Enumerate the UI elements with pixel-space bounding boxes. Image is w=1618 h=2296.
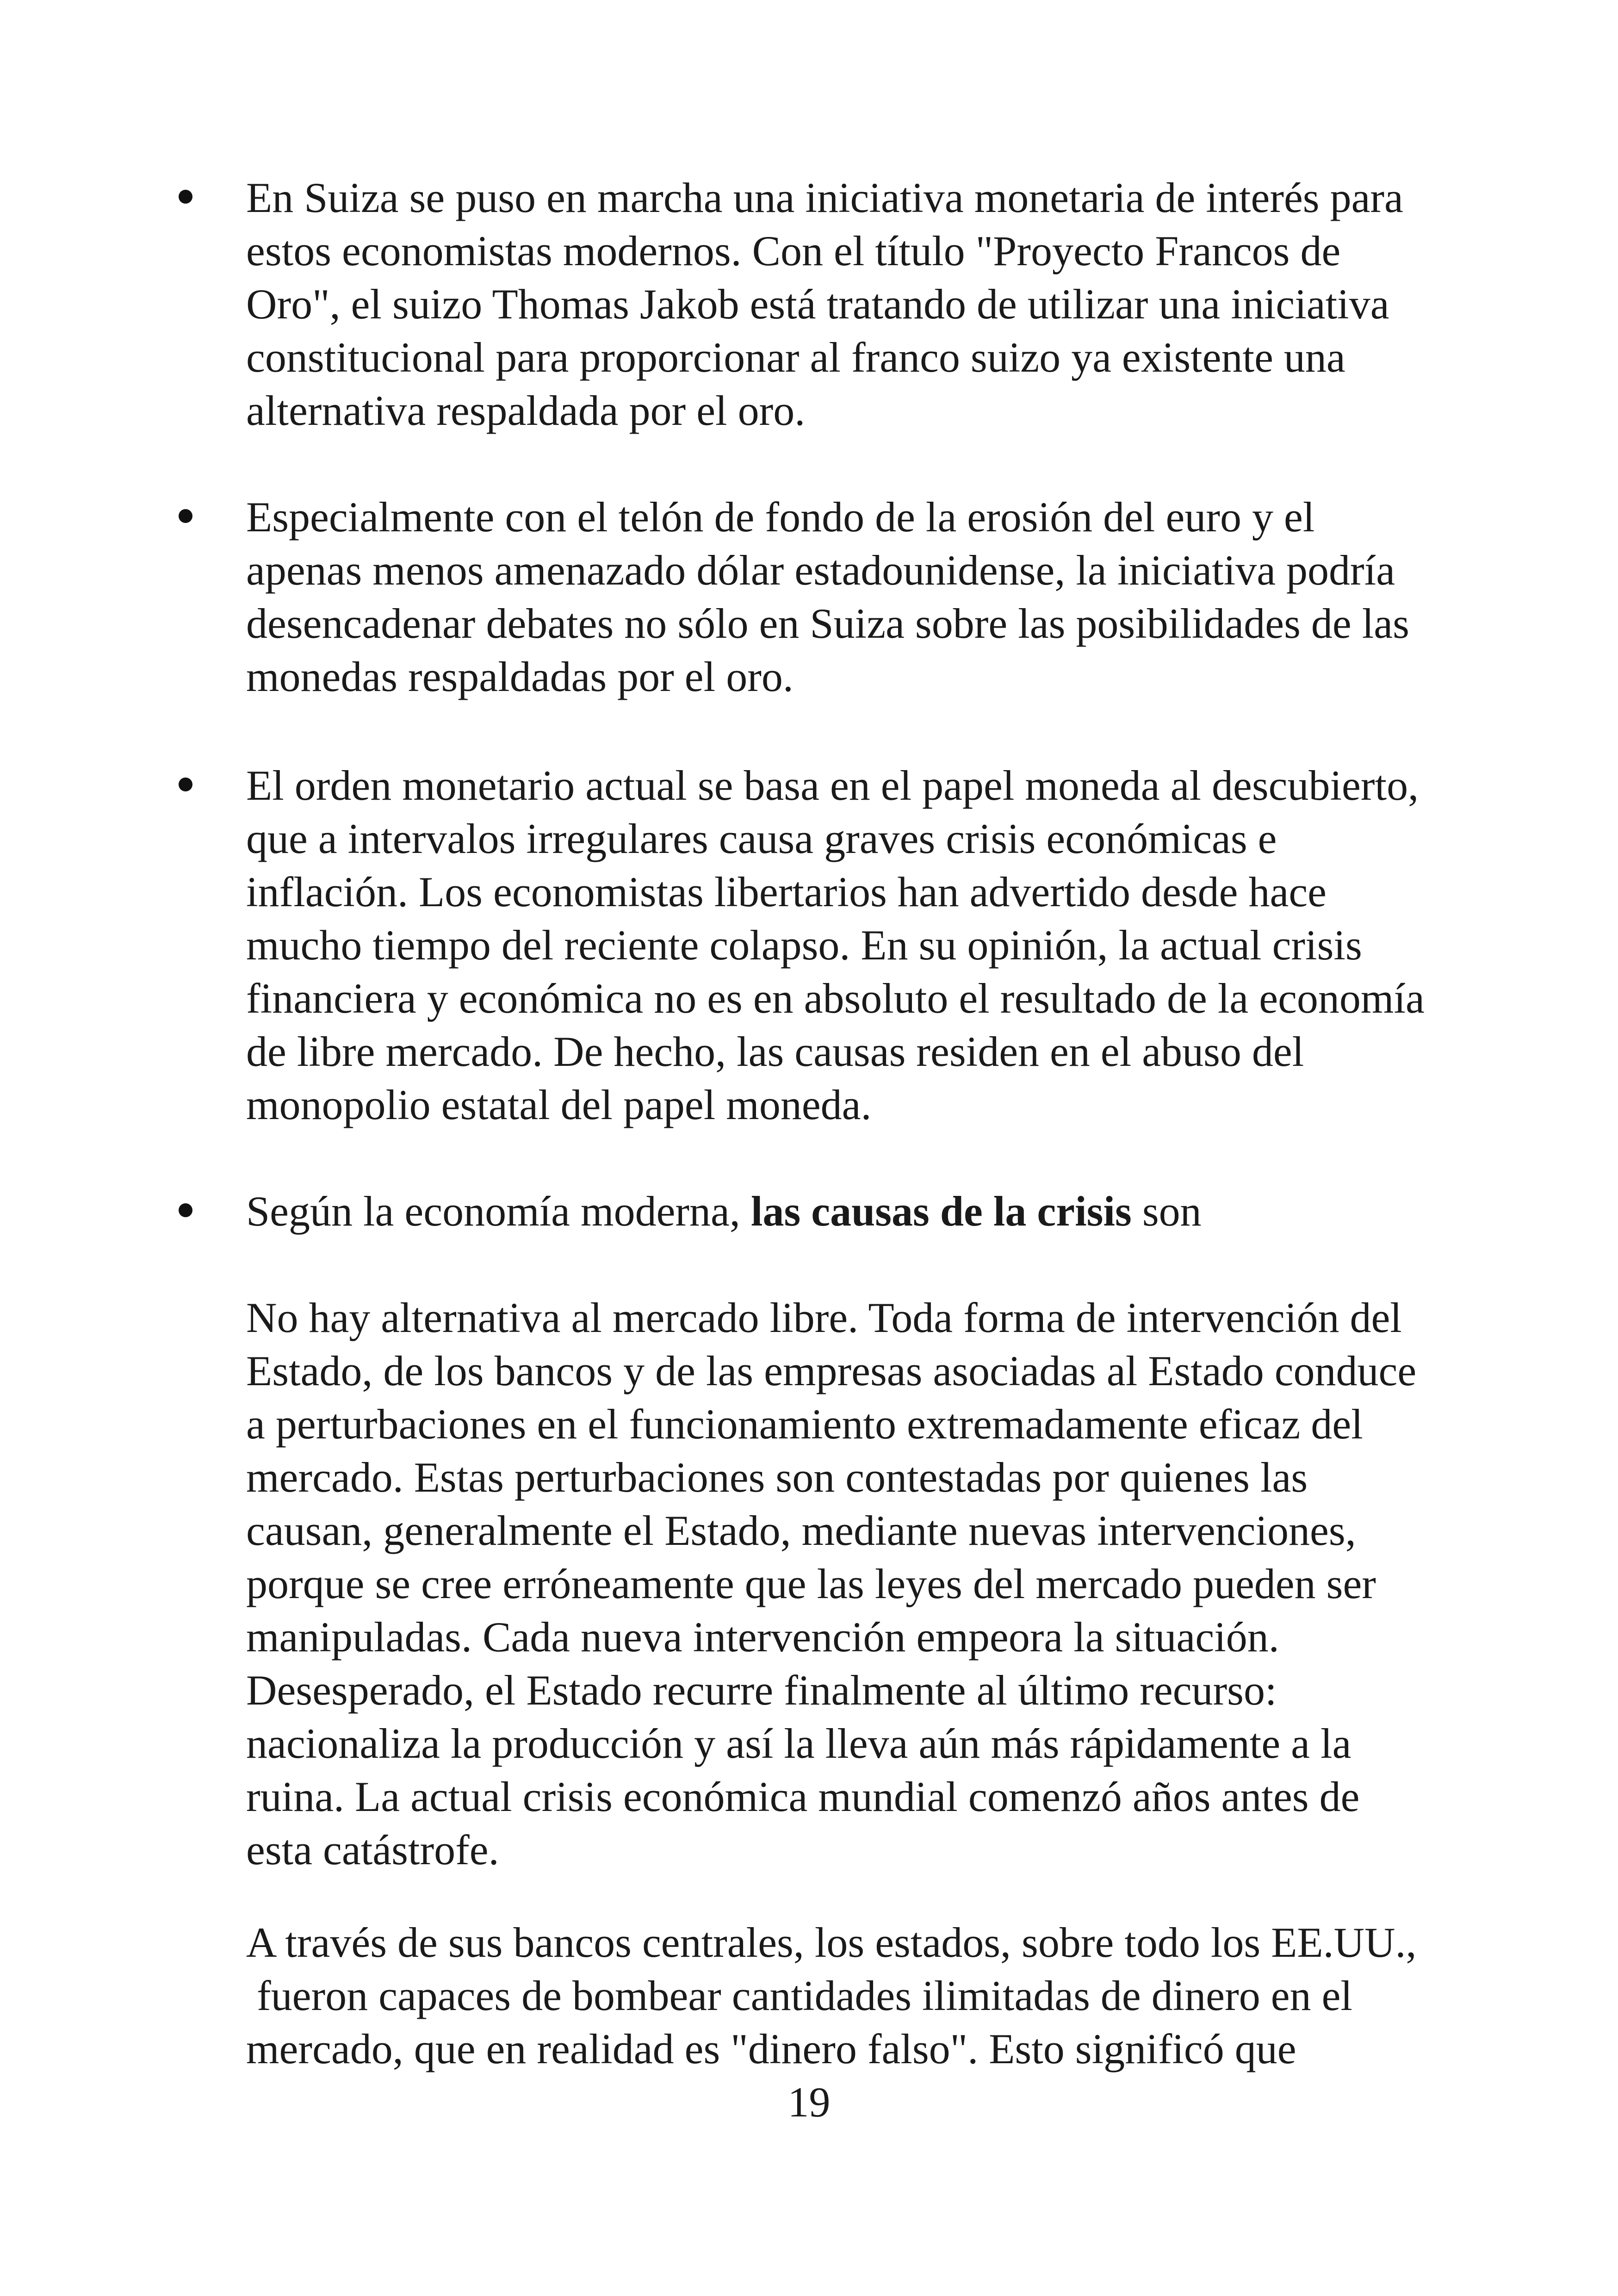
text-line: financiera y económica no es en absoluto el resultado de la economía [246, 975, 1425, 1022]
page-number: 19 [787, 2078, 831, 2126]
text-line: alternativa respaldada por el oro. [246, 387, 806, 434]
bullet-icon [177, 759, 200, 812]
bullet-item-4 [246, 1185, 1560, 1238]
text-line: ruina. La actual crisis económica mundial comenzó años antes de [246, 1773, 1360, 1820]
text-line: Especialmente con el telón de fondo de la erosión del euro y el [246, 493, 1315, 541]
bullet-icon [177, 491, 200, 544]
text-line: apenas menos amenazado dólar estadounidense, la iniciativa podría [246, 547, 1395, 594]
text-line: mucho tiempo del reciente colapso. En su opinión, la actual crisis [246, 921, 1362, 969]
text-line: Estado, de los bancos y de las empresas asociadas al Estado conduce [246, 1347, 1417, 1394]
body-paragraph-1 [246, 1291, 1560, 1877]
text-line: Desesperado, el Estado recurre finalmente al último recurso: [246, 1667, 1277, 1714]
text-line: constitucional para proporcionar al franco suizo ya existente una [246, 334, 1345, 381]
bullet-item-2 [246, 491, 1560, 703]
text-line: porque se cree erróneamente que las leyes del mercado pueden ser [246, 1560, 1376, 1607]
text-line: nacionaliza la producción y así la lleva aún más rápidamente a la [246, 1720, 1351, 1767]
text-line: de libre mercado. De hecho, las causas residen en el abuso del [246, 1028, 1304, 1075]
bullet-item-3 [246, 759, 1560, 1132]
bullet-4-intro: Según la economía moderna, [246, 1188, 751, 1235]
text-line: fueron capaces de bombear cantidades ilimitadas de dinero en el [246, 1972, 1352, 2019]
text-line: causan, generalmente el Estado, mediante nuevas intervenciones, [246, 1507, 1356, 1554]
text-line: que a intervalos irregulares causa graves crisis económicas e [246, 815, 1277, 862]
bullet-icon [177, 1185, 200, 1238]
text-line: inflación. Los economistas libertarios han advertido desde hace [246, 868, 1327, 915]
bullet-4-outro: son [1131, 1188, 1202, 1235]
text-line: esta catástrofe. [246, 1826, 499, 1873]
text-line: estos economistas modernos. Con el título "Proyecto Francos de [246, 227, 1341, 274]
text-line: monedas respaldadas por el oro. [246, 653, 794, 700]
text-line: mercado. Estas perturbaciones son contestadas por quienes las [246, 1454, 1308, 1501]
text-line: En Suiza se puso en marcha una iniciativa monetaria de interés para [246, 174, 1403, 221]
bullet-icon [177, 171, 200, 224]
text-line: desencadenar debates no sólo en Suiza sobre las posibilidades de las [246, 600, 1409, 647]
bold-phrase: las causas de la crisis [750, 1188, 1132, 1235]
text-line [246, 1185, 1560, 1238]
text-line: Oro", el suizo Thomas Jakob está tratando de utilizar una iniciativa [246, 280, 1389, 328]
body-paragraph-2 [246, 1916, 1560, 2076]
text-line: mercado, que en realidad es "dinero falso". Esto significó que [246, 2025, 1296, 2072]
text-line: manipuladas. Cada nueva intervención empeora la situación. [246, 1613, 1279, 1661]
bullet-item-1 [246, 171, 1560, 437]
text-line: A través de sus bancos centrales, los estados, sobre todo los EE.UU., [246, 1919, 1417, 1966]
text-line: No hay alternativa al mercado libre. Toda forma de intervención del [246, 1294, 1402, 1341]
text-line: El orden monetario actual se basa en el papel moneda al descubierto, [246, 762, 1419, 809]
text-line: a perturbaciones en el funcionamiento extremadamente eficaz del [246, 1400, 1363, 1448]
text-line: monopolio estatal del papel moneda. [246, 1081, 872, 1128]
